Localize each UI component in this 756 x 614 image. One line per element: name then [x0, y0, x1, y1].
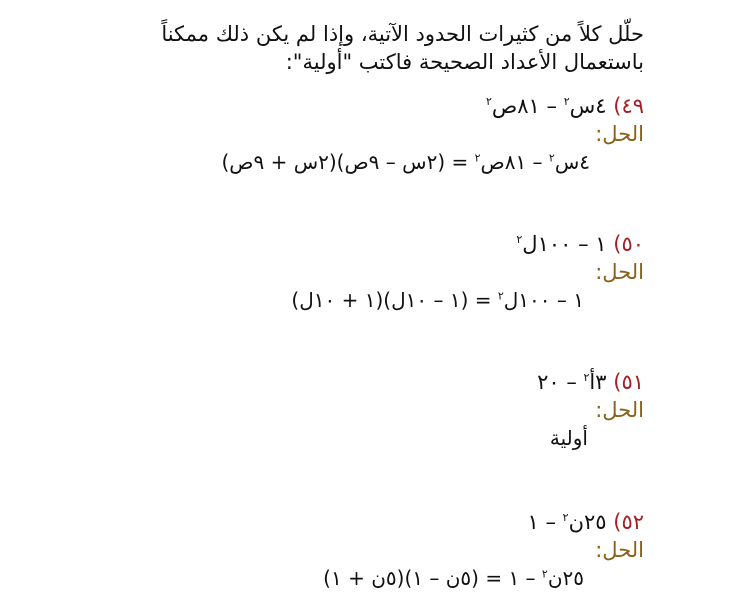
problem-number: ٥٢)	[613, 510, 644, 534]
problem-49	[486, 92, 644, 120]
solution-answer: أولية	[549, 426, 588, 450]
problem-number: ٥١)	[613, 370, 644, 394]
problem-expression: ٢٥ن$^٢$ – ١	[527, 510, 607, 534]
problem-expression: ٣أ$^٢$ – ٢٠	[537, 370, 607, 394]
solution-answer: ١ – ١٠٠ل$^٢$ = (١ – ١٠ل)(١ + ١٠ل)	[291, 288, 584, 312]
solution-label: الحل:	[595, 398, 644, 422]
solution-answer: ٤س$^٢$ – ٨١ص$^٢$ = (٢س – ٩ص)(٢س + ٩ص)	[221, 150, 590, 174]
solution-answer: ٢٥ن$^٢$ – ١ = (٥ن – ١)(٥ن + ١)	[323, 566, 584, 590]
instruction-line-1: حلّل كلاً من كثيرات الحدود الآتية، وإذا لم يكن ذلك ممكناً	[161, 22, 644, 46]
solution-label: الحل:	[595, 538, 644, 562]
problem-52	[528, 508, 645, 536]
problem-50	[516, 230, 644, 258]
solution-label: الحل:	[595, 260, 644, 284]
problem-number: ٥٠)	[613, 232, 644, 256]
solution-label: الحل:	[595, 122, 644, 146]
problem-expression: ٤س$^٢$ – ٨١ص$^٢$	[485, 94, 607, 118]
problem-51	[537, 368, 644, 396]
instruction-line-2: باستعمال الأعداد الصحيحة فاكتب "أولية":	[285, 50, 644, 74]
problem-expression: ١ – ١٠٠ل$^٢$	[516, 232, 607, 256]
problem-number: ٤٩)	[613, 94, 644, 118]
